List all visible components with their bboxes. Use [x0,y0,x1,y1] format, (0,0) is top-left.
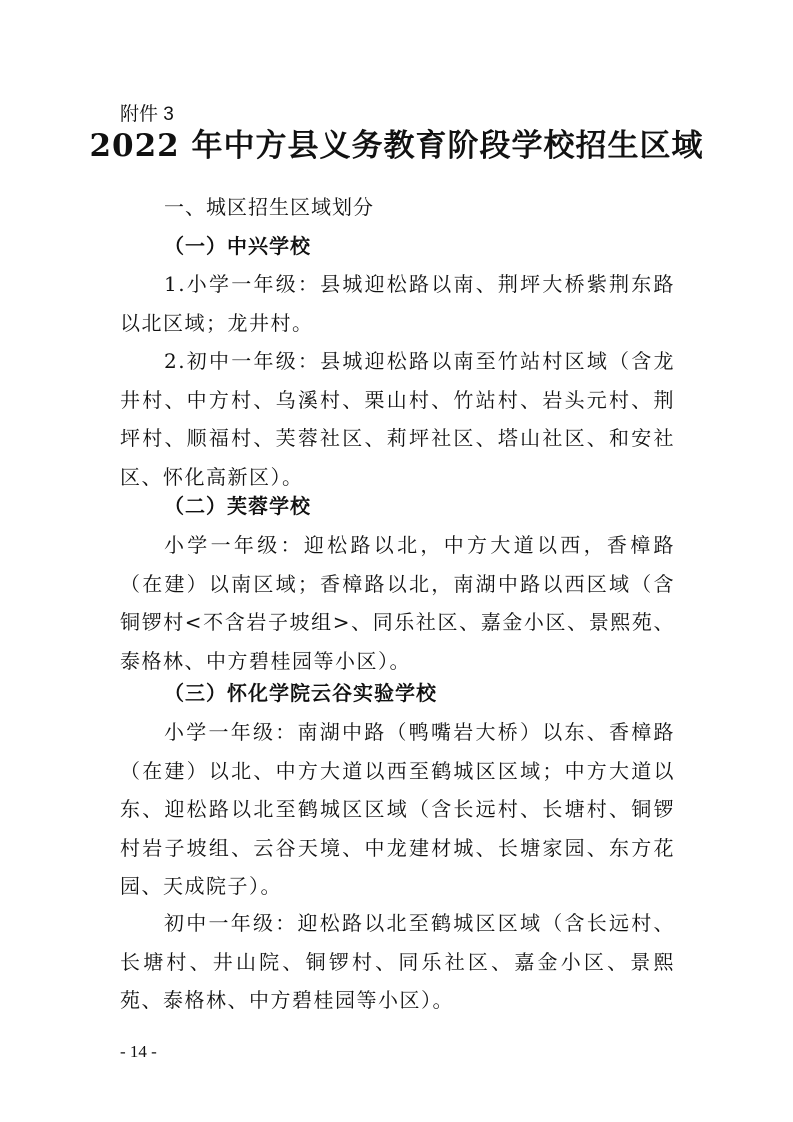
school-heading-furong: （二）芙蓉学校 [164,494,311,518]
page-number: - 14 - [120,1042,157,1061]
school-heading-zhongxing: （一）中兴学校 [164,234,311,258]
paragraph-yungu-primary: 小学一年级：南湖中路（鸭嘴岩大桥）以东、香樟路（在建）以北、中方大道以西至鹤城区区域；中方大道以东、迎松路以北至鹤城区区域（含长远村、长塘村、铜锣村岩子坡组、云谷天境、中龙建材城、长塘家园、东方花园、天成院子）。 [120,720,675,898]
paragraph-furong-primary: 小学一年级：迎松路以北，中方大道以西，香樟路（在建）以南区域；香樟路以北，南湖中路以西区域（含铜锣村<不含岩子坡组>、同乐社区、嘉金小区、景熙苑、泰格林、中方碧桂园等小区）。 [120,533,675,673]
section-heading-urban: 一、城区招生区域划分 [164,195,374,219]
document-title: 2022 年中方县义务教育阶段学校招生区域 [89,128,704,164]
paragraph-zhongxing-junior: 2.初中一年级：县城迎松路以南至竹站村区域（含龙井村、中方村、乌溪村、栗山村、竹站村、岩头元村、荆坪村、顺福村、芙蓉社区、莉坪社区、塔山社区、和安社区、怀化高新区）。 [120,349,675,489]
paragraph-zhongxing-primary: 1.小学一年级：县城迎松路以南、荆坪大桥紫荆东路以北区域；龙井村。 [120,272,675,335]
attachment-label: 附件 3 [120,104,174,125]
school-heading-yungu: （三）怀化学院云谷实验学校 [164,681,437,705]
paragraph-yungu-junior: 初中一年级：迎松路以北至鹤城区区域（含长远村、长塘村、井山院、铜锣村、同乐社区、嘉金小区、景熙苑、泰格林、中方碧桂园等小区）。 [120,911,675,1012]
